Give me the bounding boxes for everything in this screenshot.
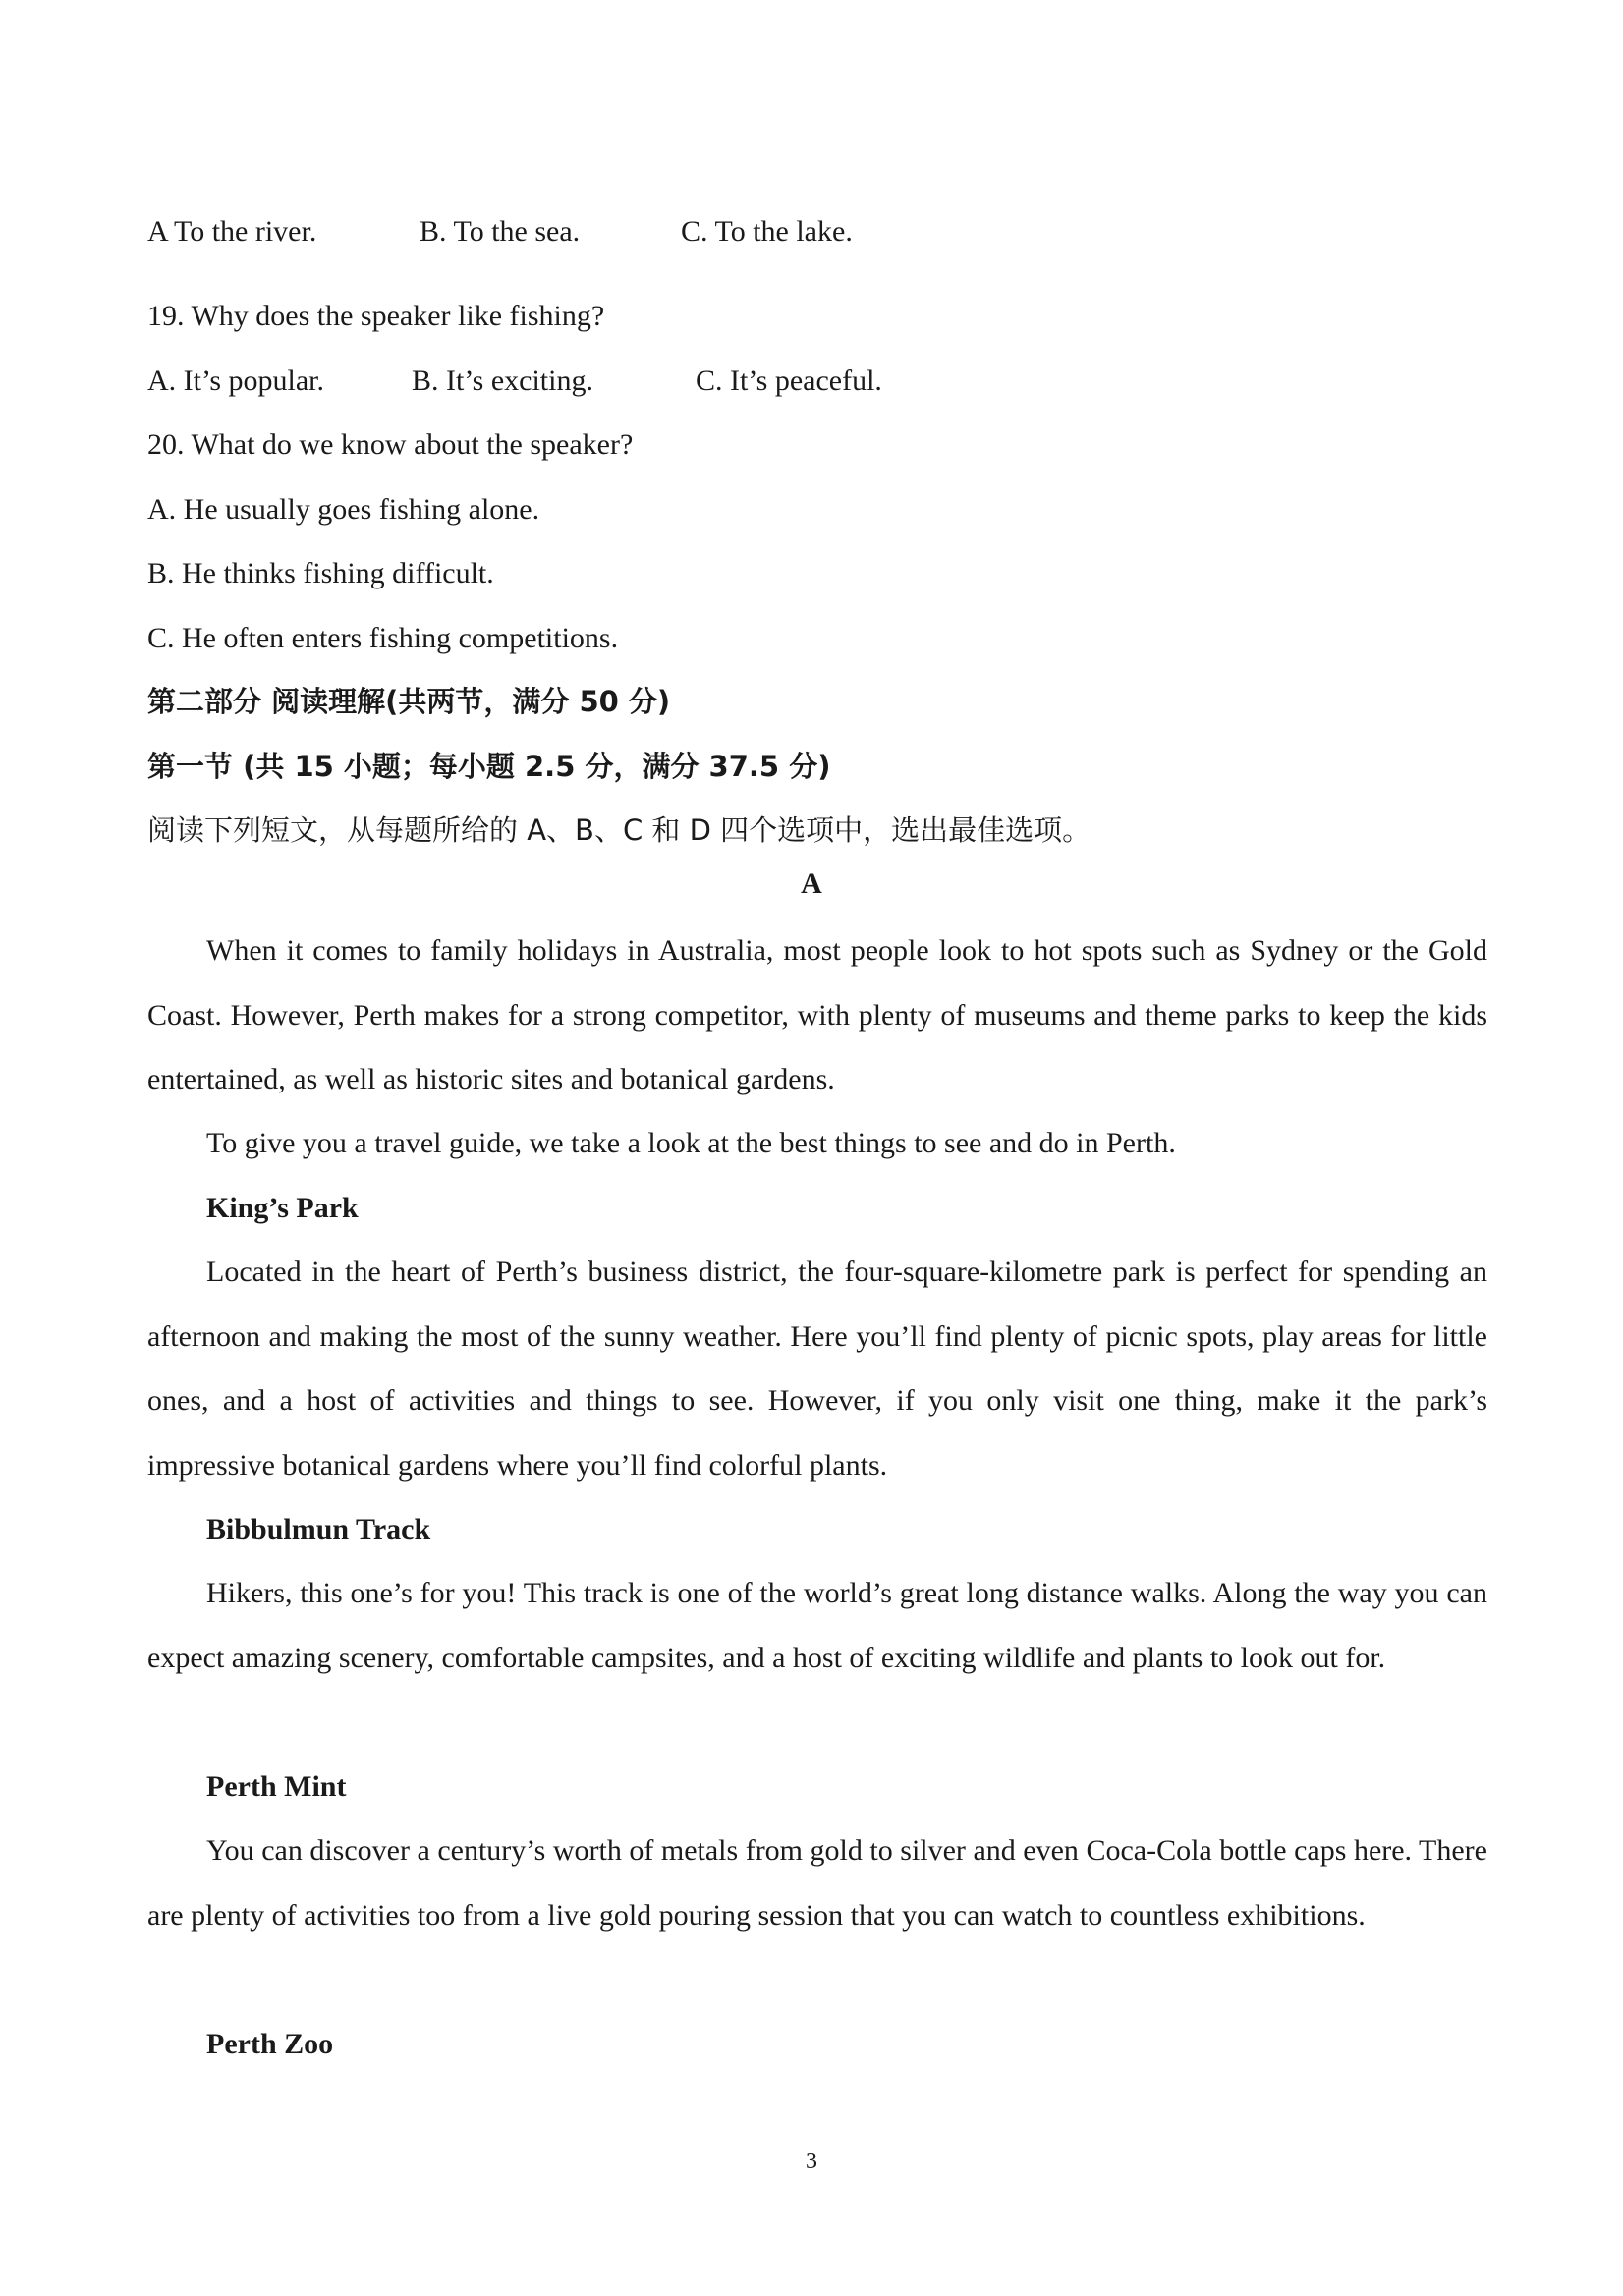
bibbulmun-heading: Bibbulmun Track bbox=[206, 1513, 431, 1545]
q20-option-c: C. He often enters fishing competitions. bbox=[147, 622, 619, 654]
page-number: 3 bbox=[806, 2149, 817, 2174]
passage-intro: When it comes to family holidays in Australia, most people look to hot spots such as Sydney or the Gold Coast. However, Perth makes for a strong competitor, with plenty of museums and theme parks to keep the kids entertained, as well as historic sites and botanical gardens. bbox=[147, 934, 1487, 1095]
perth-zoo-heading: Perth Zoo bbox=[206, 2028, 334, 2060]
q18-option-c: C. To the lake. bbox=[681, 215, 853, 248]
q18-option-a: A To the river. bbox=[147, 215, 317, 248]
part2-title: 第二部分 阅读理解(共两节，满分 50 分) bbox=[147, 685, 671, 718]
q19-option-b: B. It’s exciting. bbox=[412, 364, 593, 397]
q19-option-a: A. It’s popular. bbox=[147, 364, 324, 397]
passage-label: A bbox=[801, 868, 822, 900]
q18-option-b: B. To the sea. bbox=[420, 215, 581, 248]
q19-option-c: C. It’s peaceful. bbox=[696, 364, 882, 397]
perth-mint-text: You can discover a century’s worth of metals from gold to silver and even Coca-Cola bottle caps here. There are plenty of activities too from a live gold pouring session that you can watch to countless exhibitions. bbox=[147, 1834, 1487, 1932]
passage-guide: To give you a travel guide, we take a look at the best things to see and do in Perth. bbox=[206, 1127, 1176, 1159]
kings-park-text: Located in the heart of Perth’s business district, the four-square-kilometre park is perfect for spending an afternoon and making the most of the sunny weather. Here you’ll find plenty of picnic spots, play areas for little ones, and a host of activities and things to see. However, if you only visit one thing, make it the park’s impressive botanical gardens where you’ll find colorful plants. bbox=[147, 1256, 1487, 1482]
q20-question: 20. What do we know about the speaker? bbox=[147, 428, 634, 461]
section1-title: 第一节 (共 15 小题；每小题 2.5 分，满分 37.5 分) bbox=[147, 750, 831, 783]
bibbulmun-text: Hikers, this one’s for you! This track is one of the world’s great long distance walks. Along the way you can expect amazing scenery, comfortable campsites, and a host of exciting wildlife and plants to look out for. bbox=[147, 1577, 1487, 1674]
q19-question: 19. Why does the speaker like fishing? bbox=[147, 300, 605, 332]
q19-options bbox=[147, 362, 1032, 401]
perth-mint-heading: Perth Mint bbox=[206, 1770, 347, 1803]
kings-park-heading: King’s Park bbox=[206, 1192, 359, 1224]
q20-option-b: B. He thinks fishing difficult. bbox=[147, 557, 494, 589]
q20-option-a: A. He usually goes fishing alone. bbox=[147, 493, 540, 526]
q18-options bbox=[147, 212, 1032, 252]
reading-instruction: 阅读下列短文，从每题所给的 A、B、C 和 D 四个选项中，选出最佳选项。 bbox=[147, 813, 1091, 847]
